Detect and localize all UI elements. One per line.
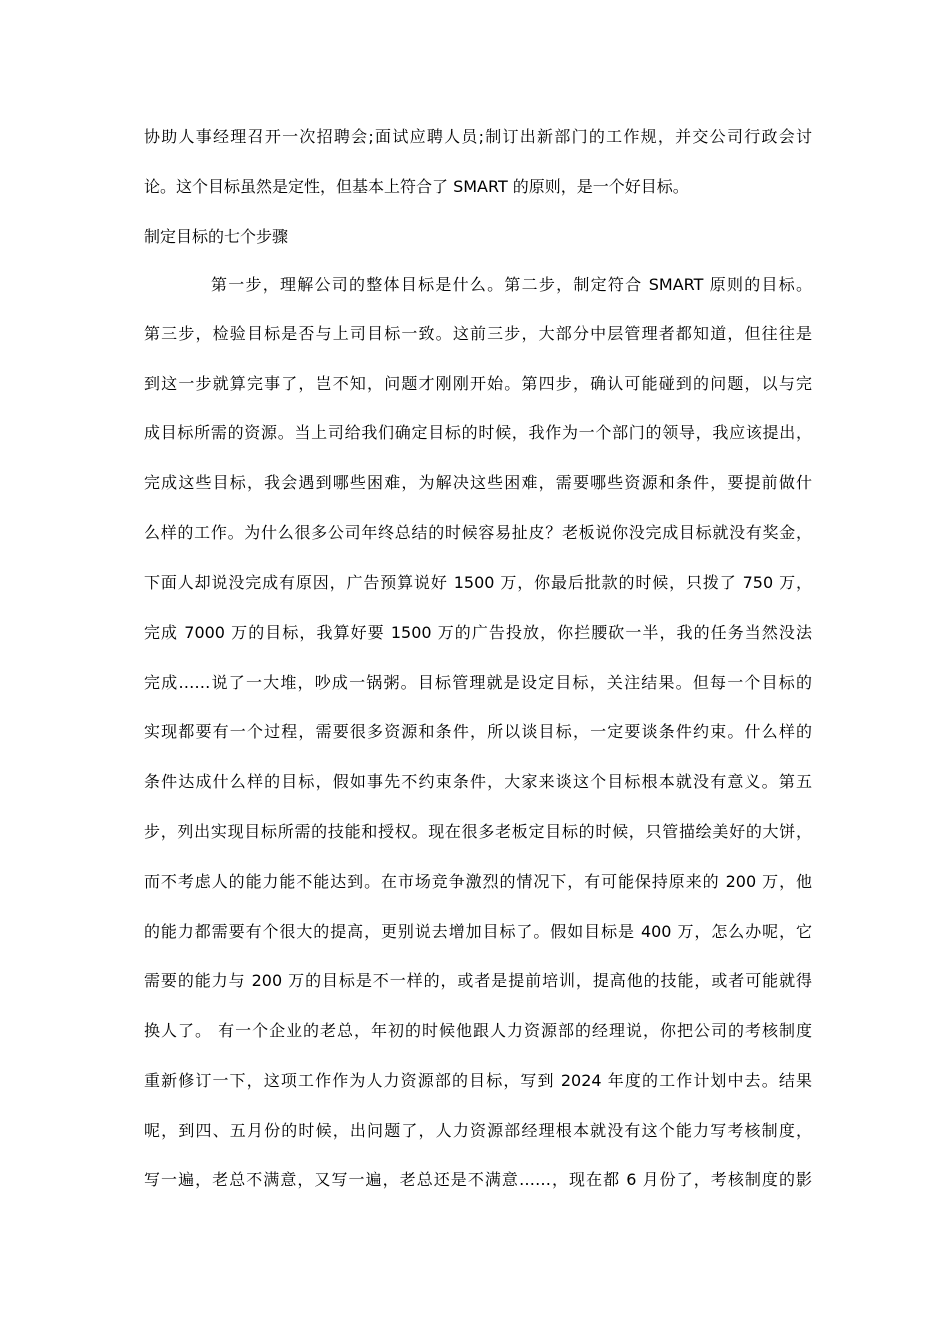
- paragraph-line: 下面人却说没完成有原因，广告预算说好 1500 万，你最后批款的时候，只拨了 750 万，: [144, 573, 812, 592]
- paragraph-line: 论。这个目标虽然是定性，但基本上符合了 SMART 的原则，是一个好目标。: [144, 177, 689, 196]
- paragraph-line: 需要的能力与 200 万的目标是不一样的，或者是提前培训，提高他的技能，或者可能就得: [144, 971, 812, 990]
- paragraph-line: 完成这些目标，我会遇到哪些困难，为解决这些困难，需要哪些资源和条件，要提前做什: [144, 473, 812, 492]
- paragraph-line: 么样的工作。为什么很多公司年终总结的时候容易扯皮？老板说你没完成目标就没有奖金，: [144, 523, 812, 542]
- paragraph-line: 写一遍，老总不满意，又写一遍，老总还是不满意……，现在都 6 月份了，考核制度的影: [144, 1170, 812, 1189]
- paragraph-line: 第三步，检验目标是否与上司目标一致。这前三步，大部分中层管理者都知道，但往往是: [144, 324, 812, 343]
- paragraph-line: 步，列出实现目标所需的技能和授权。现在很多老板定目标的时候，只管描绘美好的大饼，: [144, 822, 812, 841]
- paragraph-line: 到这一步就算完事了，岂不知，问题才刚刚开始。第四步，确认可能碰到的问题，以与完: [144, 374, 812, 393]
- paragraph-line: 呢，到四、五月份的时候，出问题了，人力资源部经理根本就没有这个能力写考核制度，: [144, 1121, 812, 1140]
- paragraph-line: 协助人事经理召开一次招聘会;面试应聘人员;制订出新部门的工作规，并交公司行政会讨: [144, 127, 812, 146]
- paragraph-line: 重新修订一下，这项工作作为人力资源部的目标，写到 2024 年度的工作计划中去。结果: [144, 1071, 812, 1090]
- paragraph-line: 完成 7000 万的目标，我算好要 1500 万的广告投放，你拦腰砍一半，我的任务当然没法: [144, 623, 812, 642]
- paragraph-line: 而不考虑人的能力能不能达到。在市场竞争激烈的情况下，有可能保持原来的 200 万，他: [144, 872, 812, 891]
- paragraph-line: 成目标所需的资源。当上司给我们确定目标的时候，我作为一个部门的领导，我应该提出，: [144, 423, 812, 442]
- paragraph-line: 的能力都需要有个很大的提高，更别说去增加目标了。假如目标是 400 万，怎么办呢，它: [144, 922, 812, 941]
- paragraph-line: 实现都要有一个过程，需要很多资源和条件，所以谈目标，一定要谈条件约束。什么样的: [144, 722, 812, 741]
- paragraph-line: 换人了。 有一个企业的老总，年初的时候他跟人力资源部的经理说，你把公司的考核制度: [144, 1021, 812, 1040]
- section-heading: 制定目标的七个步骤: [144, 227, 289, 246]
- paragraph-line: 第一步，理解公司的整体目标是什么。第二步，制定符合 SMART 原则的目标。: [211, 275, 812, 294]
- paragraph-line: 完成……说了一大堆，吵成一锅粥。目标管理就是设定目标，关注结果。但每一个目标的: [144, 673, 812, 692]
- paragraph-line: 条件达成什么样的目标，假如事先不约束条件，大家来谈这个目标根本就没有意义。第五: [144, 772, 812, 791]
